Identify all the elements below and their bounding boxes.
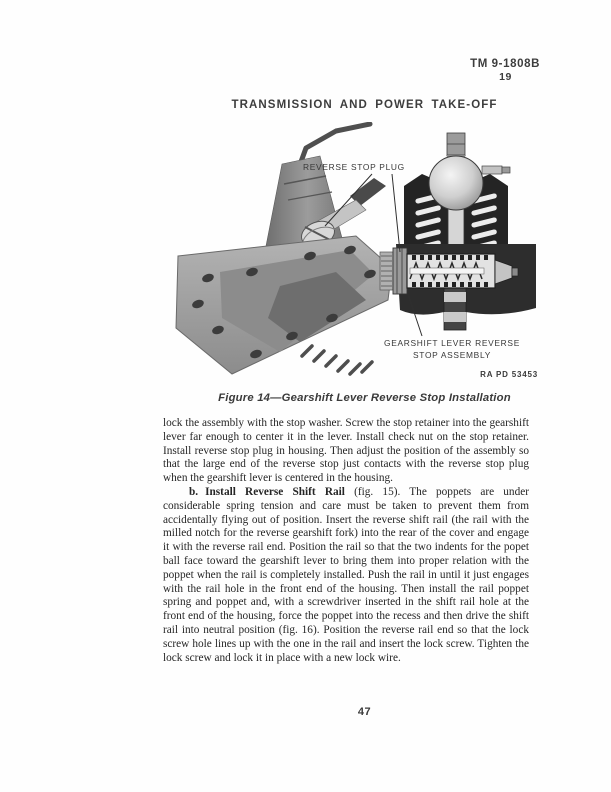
label-gearshift-reverse-line2: STOP ASSEMBLY	[413, 350, 491, 360]
label-gearshift-reverse-line1: GEARSHIFT LEVER REVERSE	[383, 338, 521, 348]
body-text	[163, 417, 529, 665]
paragraph-b	[163, 486, 529, 665]
paragraph-b-title: Install Reverse Shift Rail	[205, 485, 345, 498]
figure-14	[160, 122, 540, 385]
figure-artwork	[160, 122, 540, 385]
photo-id-label: RA PD 53453	[480, 370, 538, 379]
paragraph-b-label: b.	[189, 485, 199, 498]
tm-header	[470, 58, 540, 84]
section-heading: TRANSMISSION AND POWER TAKE-OFF	[231, 99, 498, 111]
tm-number: TM 9-1808B	[470, 58, 540, 70]
tm-page-ref: 19	[499, 71, 512, 83]
page-number: 47	[357, 706, 372, 718]
paragraph-b-text: (fig. 15). The poppets are under considerable spring tension and care must be taken to prevent them from accidentally flying out of position. Insert the reverse shift rail (the rail with the milled notch for the reverse gearshift fork) into the rear of the cover and engage it with the reverse rail end. Position the rail so that the two indents for the popet ball face toward the gearshift lever to bring them into proper relation with the poppet when the rail is completely installed. Push the rail in until it just engages with the rail hole in the front end of the housing. Then install the rail poppet spring and poppet and, with a screwdriver inserted in the shift rail hole at the front end of the housing, force the poppet into the recess and then drive the shift rail into neutral position (fig. 16). Position the reverse rail end so that the lock screw hole lines up with the one in the rail and insert the lock screw. Tighten the lock screw and lock it in place with a new lock wire.	[163, 485, 529, 664]
label-reverse-stop-plug: REVERSE STOP PLUG	[303, 162, 405, 172]
paragraph-continuation: lock the assembly with the stop washer. Screw the stop retainer into the gearshift lever far enough to center it in the lever. Install check nut on the stop retainer. Install reverse stop plug in housing. Then adjust the position of the assembly so that the large end of the reverse stop just contacts with the reverse stop plug when the gearshift lever is centered in the housing.	[163, 417, 529, 485]
figure-caption: Figure 14—Gearshift Lever Reverse Stop Installation	[218, 392, 511, 404]
